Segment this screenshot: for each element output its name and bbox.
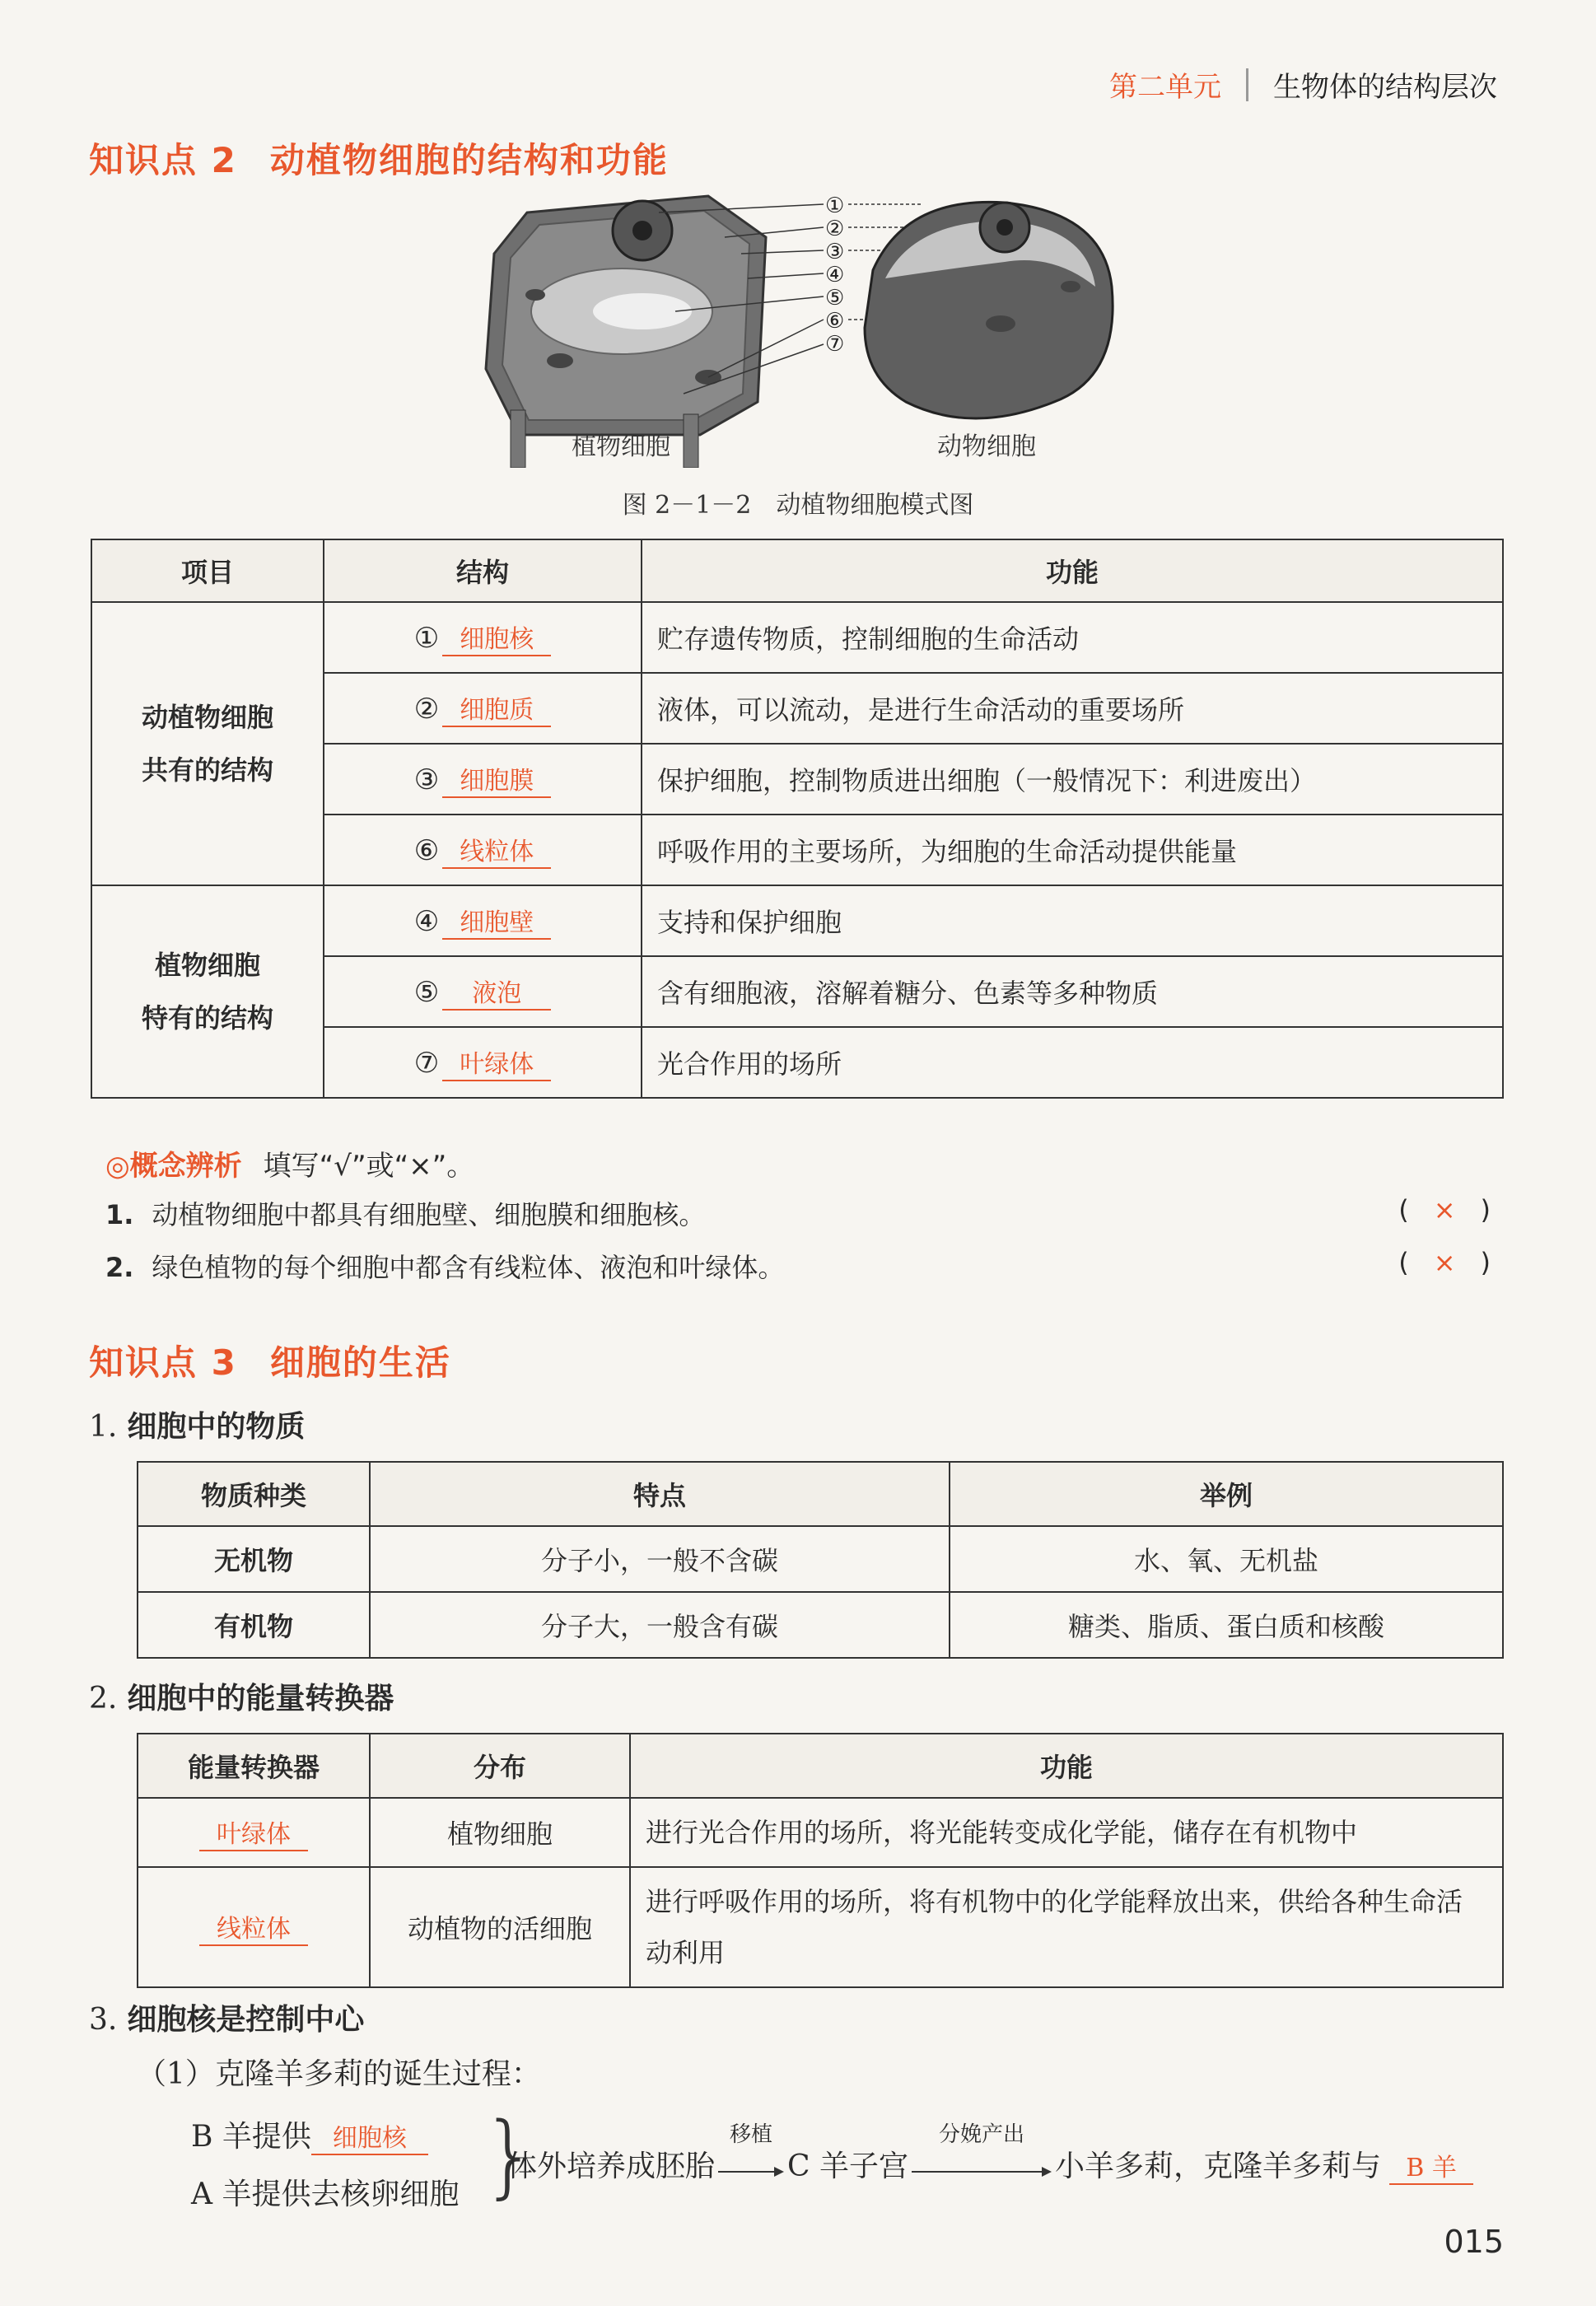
- header-title: 生物体的结构层次: [1273, 71, 1497, 104]
- arrow-birth: 分娩产出: [912, 2152, 1052, 2186]
- concept-question-2: 2. 绿色植物的每个细胞中都含有线粒体、液泡和叶绿体。: [105, 1252, 785, 1283]
- structure-cell: ③ 细胞膜: [324, 744, 642, 815]
- concept-check: [105, 1143, 474, 1183]
- table-row: 无机物 分子小，一般不含碳 水、氧、无机盐: [138, 1526, 1503, 1592]
- answer-blank: 线粒体: [199, 1908, 308, 1946]
- concept-tag: ◎概念辨析: [105, 1150, 242, 1183]
- kp2-title: 动植物细胞的结构和功能: [269, 140, 669, 180]
- answer-blank: 液泡: [442, 973, 551, 1011]
- col-header-feature: 特点: [370, 1462, 950, 1526]
- answer-blank: 细胞核: [311, 2117, 428, 2155]
- answer-blank: 叶绿体: [442, 1043, 551, 1081]
- table-row: [91, 885, 1503, 956]
- structure-cell: ② 细胞质: [324, 673, 642, 744]
- plant-cell-label: 植物细胞: [572, 432, 670, 461]
- answer-paren-1: ( × ): [1398, 1194, 1491, 1225]
- clone-line-a: A 羊提供去核卵细胞: [191, 2178, 460, 2211]
- answer-blank: B 羊: [1389, 2147, 1473, 2185]
- col-header-item: 项目: [91, 539, 324, 602]
- function-cell: 液体，可以流动，是进行生命活动的重要场所: [642, 673, 1503, 744]
- col-header-function: 功能: [642, 539, 1503, 602]
- function-cell: 贮存遗传物质，控制细胞的生命活动: [642, 602, 1503, 673]
- knowledge-point-2-heading: [89, 133, 669, 183]
- table-row: [91, 602, 1503, 673]
- concept-question-1: 1. 动植物细胞中都具有细胞壁、细胞膜和细胞核。: [105, 1199, 706, 1230]
- marker-5: ⑤: [825, 286, 845, 310]
- right-brace: }: [481, 2103, 539, 2208]
- function-cell: 呼吸作用的主要场所，为细胞的生命活动提供能量: [642, 815, 1503, 885]
- structure-cell: ⑦ 叶绿体: [324, 1027, 642, 1098]
- cell-structure-table: [91, 539, 1504, 1099]
- function-cell: 支持和保护细胞: [642, 885, 1503, 956]
- structure-cell: ⑥ 线粒体: [324, 815, 642, 885]
- section-3-title: 3. 细胞核是控制中心: [89, 2003, 365, 2037]
- structure-cell: ④ 细胞壁: [324, 885, 642, 956]
- concept-instruction: 填写“√”或“×”。: [263, 1150, 475, 1183]
- function-cell: 光合作用的场所: [642, 1027, 1503, 1098]
- answer-mark: ×: [1433, 1194, 1456, 1225]
- diagram-markers: [825, 194, 844, 357]
- arrow-transplant: 移植: [718, 2152, 784, 2186]
- energy-converter-table: [137, 1733, 1504, 1988]
- answer-blank: 细胞核: [442, 619, 551, 656]
- marker-6: ⑥: [825, 309, 845, 334]
- animal-cell-illustration: [865, 202, 1113, 418]
- section-2-title: 2. 细胞中的能量转换器: [89, 1682, 394, 1715]
- table-row: 有机物 分子大，一般含有碳 糖类、脂质、蛋白质和核酸: [138, 1592, 1503, 1658]
- answer-blank: 细胞质: [442, 689, 551, 727]
- function-cell: 保护细胞，控制物质进出细胞（一般情况下：利进废出）: [642, 744, 1503, 815]
- marker-3: ③: [825, 240, 845, 264]
- page-number: 015: [1444, 2224, 1504, 2260]
- marker-4: ④: [825, 263, 845, 287]
- marker-2: ②: [825, 217, 845, 241]
- running-header: [1109, 64, 1497, 105]
- clone-process-flow: 体外培养成胚胎 移植 C 羊子宫 分娩产出 小羊多莉，克隆羊多莉与 B 羊: [507, 2143, 1473, 2186]
- substances-table: [137, 1461, 1504, 1659]
- header-divider: [1246, 68, 1248, 101]
- col-header-example: 举例: [950, 1462, 1503, 1526]
- col-header-substance: 物质种类: [138, 1462, 370, 1526]
- group-plant-only-structures: 植物细胞 特有的结构: [91, 885, 324, 1098]
- function-cell: 含有细胞液，溶解着糖分、色素等多种物质: [642, 956, 1503, 1027]
- group-shared-structures: 动植物细胞 共有的结构: [91, 602, 324, 885]
- table-row: 叶绿体 植物细胞 进行光合作用的场所，将光能转变成化学能，储存在有机物中: [138, 1798, 1503, 1867]
- table-row: 线粒体 动植物的活细胞 进行呼吸作用的场所，将有机物中的化学能释放出来，供给各种生命活动利用: [138, 1867, 1503, 1987]
- header-unit: 第二单元: [1109, 71, 1221, 104]
- answer-blank: 细胞壁: [442, 902, 551, 940]
- answer-blank: 细胞膜: [442, 760, 551, 798]
- answer-paren-2: ( × ): [1398, 1247, 1491, 1278]
- animal-cell-label: 动物细胞: [937, 432, 1036, 461]
- answer-blank: 线粒体: [442, 831, 551, 869]
- answer-mark: ×: [1433, 1247, 1456, 1278]
- knowledge-point-3-heading: [89, 1336, 451, 1385]
- answer-blank: 叶绿体: [199, 1814, 308, 1851]
- clone-process-subtitle: （1）克隆羊多莉的诞生过程：: [137, 2057, 541, 2091]
- section-1-title: 1. 细胞中的物质: [89, 1410, 306, 1444]
- col-header-structure: 结构: [324, 539, 642, 602]
- kp2-number: 知识点 2: [89, 140, 237, 180]
- col-header-function: 功能: [630, 1734, 1503, 1798]
- structure-cell: ① 细胞核: [324, 602, 642, 673]
- marker-1: ①: [825, 194, 845, 218]
- figure-caption: 图 2－1－2 动植物细胞模式图: [622, 491, 974, 520]
- col-header-distribution: 分布: [370, 1734, 630, 1798]
- clone-line-b: B 羊提供 细胞核: [191, 2113, 428, 2155]
- structure-cell: ⑤ 液泡: [324, 956, 642, 1027]
- kp3-title: 细胞的生活: [269, 1342, 451, 1383]
- col-header-converter: 能量转换器: [138, 1734, 370, 1798]
- kp3-number: 知识点 3: [89, 1342, 237, 1383]
- marker-7: ⑦: [825, 332, 845, 357]
